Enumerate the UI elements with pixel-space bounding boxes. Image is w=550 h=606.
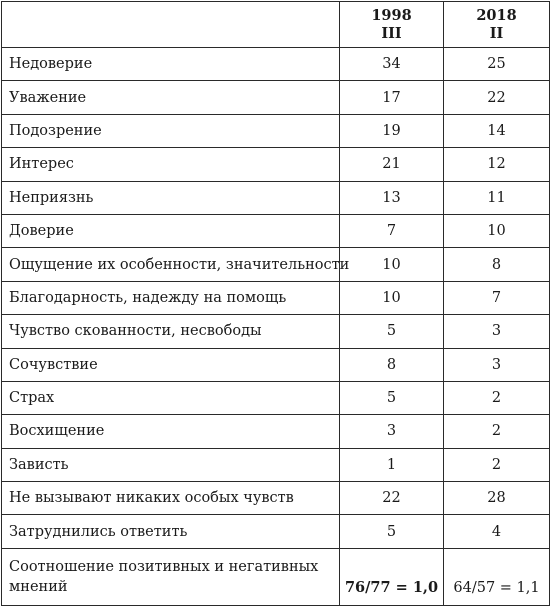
header-2018	[444, 2, 550, 48]
table-row	[2, 214, 550, 247]
row-label: Затруднились ответить	[2, 515, 340, 548]
value-2018: 14	[444, 114, 550, 147]
value-1998: 22	[340, 482, 444, 515]
header-2018-year: 2018	[476, 6, 517, 24]
value-1998: 19	[340, 114, 444, 147]
table-row	[2, 348, 550, 381]
value-1998: 5	[340, 515, 444, 548]
row-label: Чувство скованности, несвободы	[2, 315, 340, 348]
table-row	[2, 315, 550, 348]
row-label: Уважение	[2, 81, 340, 114]
value-2018: 28	[444, 482, 550, 515]
table-row	[2, 281, 550, 314]
value-2018: 4	[444, 515, 550, 548]
value-1998: 21	[340, 148, 444, 181]
ratio-label: Соотношение позитивных и негативных мнений	[2, 548, 340, 605]
row-label: Доверие	[2, 214, 340, 247]
row-label: Благодарность, надежду на помощь	[2, 281, 340, 314]
value-2018: 25	[444, 48, 550, 81]
header-label-cell	[2, 2, 340, 48]
table-row	[2, 181, 550, 214]
ratio-1998: 76/77 = 1,0	[340, 548, 444, 605]
row-label: Не вызывают никаких особых чувств	[2, 482, 340, 515]
value-1998: 10	[340, 248, 444, 281]
value-1998: 5	[340, 315, 444, 348]
value-2018: 2	[444, 415, 550, 448]
header-1998-sub: III	[381, 24, 402, 42]
header-1998-year: 1998	[371, 6, 412, 24]
table-row	[2, 48, 550, 81]
table-row	[2, 148, 550, 181]
table-row	[2, 81, 550, 114]
value-2018: 3	[444, 315, 550, 348]
table-row	[2, 515, 550, 548]
value-2018: 10	[444, 214, 550, 247]
value-1998: 5	[340, 381, 444, 414]
ratio-row	[2, 548, 550, 605]
row-label: Зависть	[2, 448, 340, 481]
value-1998: 1	[340, 448, 444, 481]
table-row	[2, 448, 550, 481]
table-body	[2, 48, 550, 606]
row-label: Неприязнь	[2, 181, 340, 214]
table-row	[2, 482, 550, 515]
header-row	[2, 2, 550, 48]
value-2018: 8	[444, 248, 550, 281]
value-2018: 3	[444, 348, 550, 381]
value-2018: 2	[444, 381, 550, 414]
table-row	[2, 248, 550, 281]
data-table-container	[1, 1, 549, 606]
value-1998: 34	[340, 48, 444, 81]
table-row	[2, 114, 550, 147]
table-row	[2, 381, 550, 414]
value-1998: 17	[340, 81, 444, 114]
value-2018: 7	[444, 281, 550, 314]
row-label: Сочувствие	[2, 348, 340, 381]
value-1998: 13	[340, 181, 444, 214]
ratio-2018: 64/57 = 1,1	[444, 548, 550, 605]
value-2018: 12	[444, 148, 550, 181]
value-1998: 8	[340, 348, 444, 381]
row-label: Восхищение	[2, 415, 340, 448]
value-1998: 10	[340, 281, 444, 314]
value-1998: 3	[340, 415, 444, 448]
value-2018: 22	[444, 81, 550, 114]
header-2018-sub: II	[489, 24, 504, 42]
header-1998	[340, 2, 444, 48]
row-label: Интерес	[2, 148, 340, 181]
value-2018: 2	[444, 448, 550, 481]
row-label: Страх	[2, 381, 340, 414]
row-label: Недоверие	[2, 48, 340, 81]
row-label: Подозрение	[2, 114, 340, 147]
row-label: Ощущение их особенности, значительности	[2, 248, 340, 281]
table-row	[2, 415, 550, 448]
value-1998: 7	[340, 214, 444, 247]
value-2018: 11	[444, 181, 550, 214]
survey-table	[1, 1, 550, 606]
